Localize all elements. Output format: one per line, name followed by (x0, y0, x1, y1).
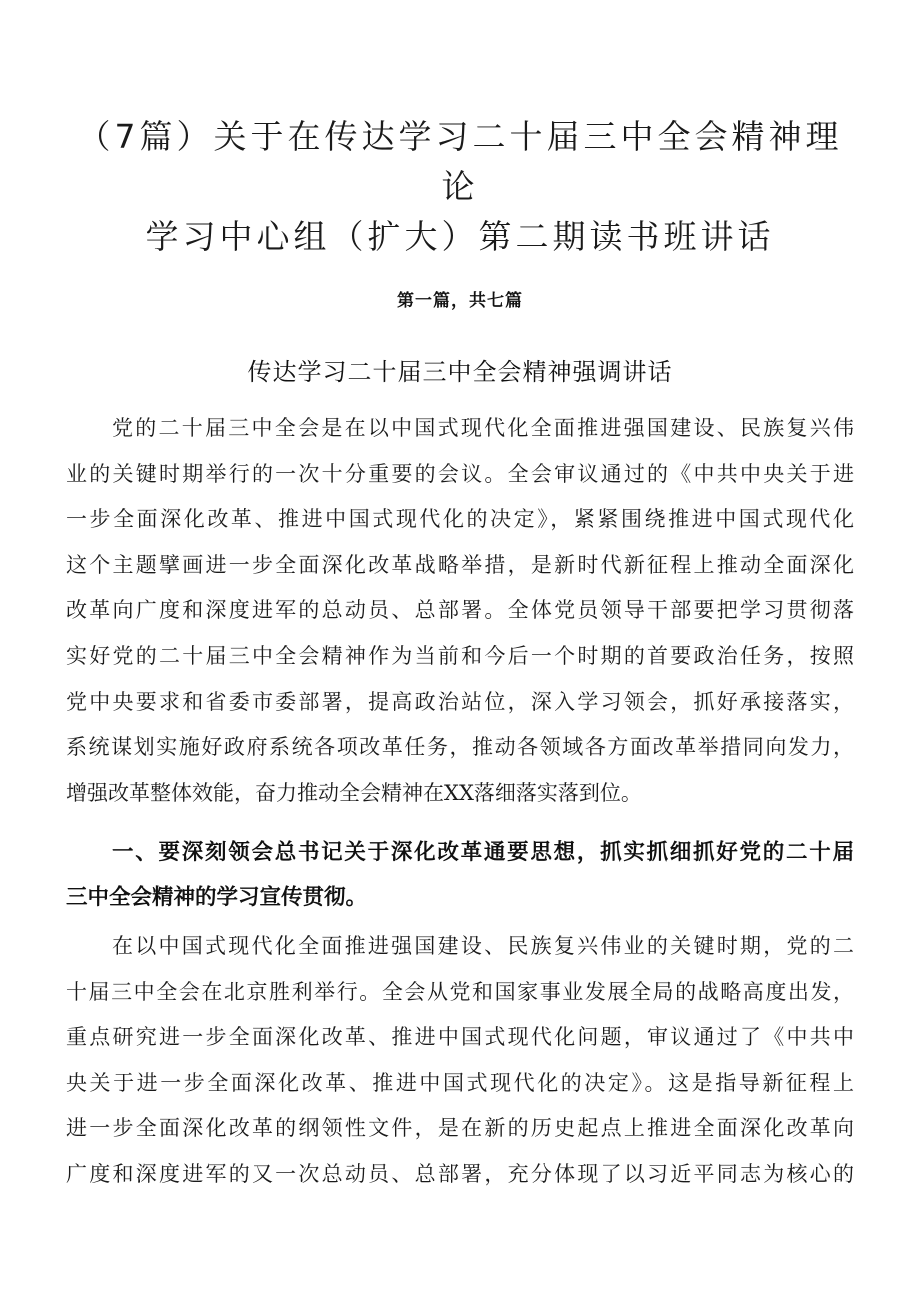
section-heading-1-line: 一、要深刻领会总书记关于深化改革通要思想，抓实抓细抓好党的二十届 (112, 840, 854, 865)
paragraph-1-line: 系统谋划实施好政府系统各项改革任务，推动各领域各方面改革举措同向发力， (66, 735, 854, 760)
document-title-line-1: （7篇）关于在传达学习二十届三中全会精神理论 (77, 117, 843, 206)
paragraph-2 (66, 924, 854, 1198)
paragraph-2-line: 重点研究进一步全面深化改革、推进中国式现代化问题，审议通过了《中共中 (66, 1025, 854, 1050)
paragraph-1-line: 这个主题擘画进一步全面深化改革战略举措，是新时代新征程上推动全面深化 (66, 552, 854, 577)
paragraph-1-line: 增强改革整体效能，奋力推动全会精神在XX落细落实落到位。 (66, 780, 642, 805)
paragraph-1-line: 党中央要求和省委市委部署，提高政治站位，深入学习领会，抓好承接落实， (66, 689, 854, 714)
paragraph-1-line: 业的关键时期举行的一次十分重要的会议。全会审议通过的《中共中央关于进 (66, 461, 854, 486)
paragraph-1 (66, 406, 854, 816)
paragraph-1-line: 实好党的二十届三中全会精神作为当前和今后一个时期的首要政治任务，按照 (66, 643, 854, 668)
paragraph-2-line: 在以中国式现代化全面推进强国建设、民族复兴伟业的关键时期，党的二 (112, 934, 854, 958)
document-title (60, 112, 860, 262)
section-heading-1 (66, 830, 854, 920)
section-number: 第一篇，共七篇 (397, 291, 523, 311)
paragraph-1-line: 党的二十届三中全会是在以中国式现代化全面推进强国建设、民族复兴伟 (112, 416, 854, 440)
paragraph-1-line: 一步全面深化改革、推进中国式现代化的决定》，紧紧围绕推进中国式现代化 (66, 507, 854, 532)
document-title-line-2: 学习中心组（扩大）第二期读书班讲话 (145, 217, 775, 256)
paragraph-2-line: 十届三中全会在北京胜利举行。全会从党和国家事业发展全局的战略高度出发， (66, 979, 854, 1004)
paragraph-1-line: 改革向广度和深度进军的总动员、总部署。全体党员领导干部要把学习贯彻落 (66, 598, 854, 623)
section-heading-1-line: 三中全会精神的学习宣传贯彻。 (66, 885, 368, 910)
paragraph-2-line: 进一步全面深化改革的纲领性文件，是在新的历史起点上推进全面深化改革向 (66, 1116, 854, 1141)
paragraph-2-line: 广度和深度进军的又一次总动员、总部署，充分体现了以习近平同志为核心的 (66, 1161, 854, 1186)
paragraph-2-line: 央关于进一步全面深化改革、推进中国式现代化的决定》。这是指导新征程上 (66, 1070, 854, 1095)
speech-title: 传达学习二十届三中全会精神强调讲话 (247, 358, 673, 386)
